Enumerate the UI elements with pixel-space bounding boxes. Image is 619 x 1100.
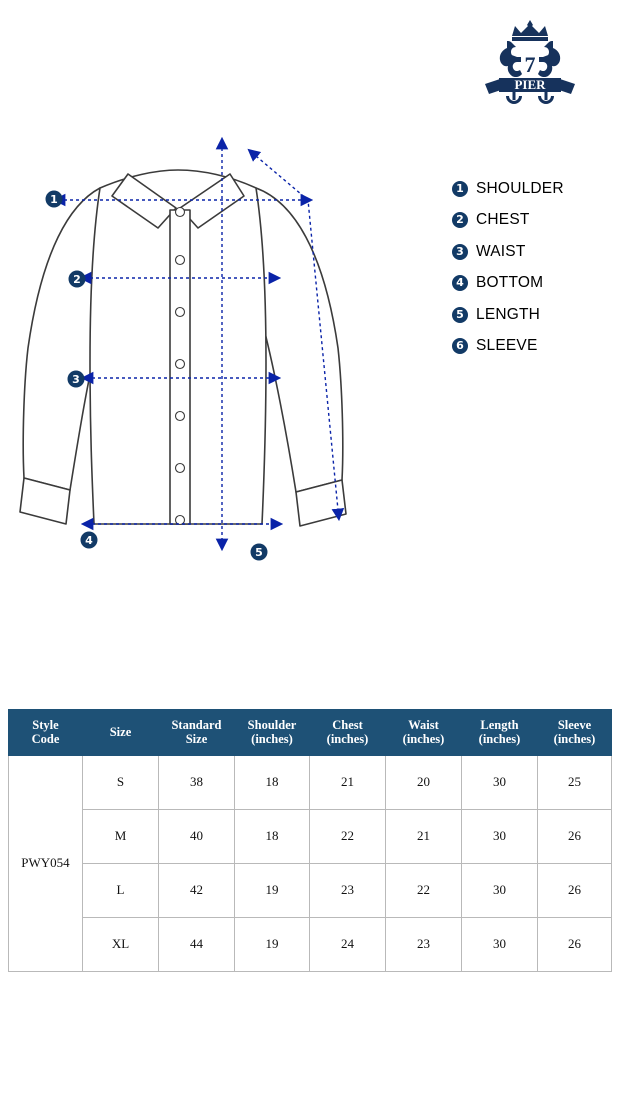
- header-line-2: Code: [31, 732, 60, 747]
- table-row: [9, 917, 612, 971]
- cell-sleeve: 26: [538, 917, 612, 971]
- legend-label-length: LENGTH: [476, 305, 541, 323]
- column-header-size: [83, 710, 159, 756]
- cell-standard-size: 42: [159, 863, 235, 917]
- cell-size: L: [83, 863, 159, 917]
- svg-text:2: 2: [73, 273, 81, 286]
- legend-item-shoulder: [452, 178, 612, 199]
- marker-length: [251, 544, 268, 561]
- cell-standard-size: 38: [159, 755, 235, 809]
- cell-shoulder: 19: [235, 917, 310, 971]
- header-line-2: (inches): [402, 732, 445, 747]
- legend-badge-5: 5: [452, 307, 468, 323]
- cell-chest: 21: [310, 755, 386, 809]
- size-chart-table: [8, 709, 612, 972]
- brand-name: PIER: [514, 77, 546, 92]
- cell-size: XL: [83, 917, 159, 971]
- legend-badge-4: 4: [452, 275, 468, 291]
- legend-badge-1: 1: [452, 181, 468, 197]
- cell-chest: 22: [310, 809, 386, 863]
- header-line-1: Waist: [408, 718, 439, 732]
- legend-item-bottom: [452, 273, 612, 294]
- cell-waist: 22: [386, 863, 462, 917]
- table-row: [9, 863, 612, 917]
- marker-shoulder: [46, 191, 63, 208]
- cell-length: 30: [462, 863, 538, 917]
- cell-sleeve: 26: [538, 863, 612, 917]
- legend-item-sleeve: [452, 336, 612, 357]
- legend-label-bottom: BOTTOM: [476, 274, 544, 291]
- legend-label-chest: CHEST: [476, 211, 530, 228]
- marker-waist: [68, 371, 85, 388]
- cell-size: S: [83, 755, 159, 809]
- header-line-2: (inches): [251, 732, 293, 747]
- svg-text:5: 5: [255, 546, 263, 559]
- column-header-length: [462, 710, 538, 756]
- cell-sleeve: 26: [538, 809, 612, 863]
- header-line-1: Sleeve: [557, 718, 592, 732]
- header-line-1: Chest: [332, 718, 363, 732]
- cell-length: 30: [462, 917, 538, 971]
- cell-standard-size: 40: [159, 809, 235, 863]
- header-line-1: Shoulder: [247, 718, 297, 732]
- column-header-standard-size: [159, 710, 235, 756]
- column-header-waist: [386, 710, 462, 756]
- legend-badge-6: 6: [452, 338, 468, 354]
- header-line-2: Size: [185, 732, 208, 747]
- cell-size: M: [83, 809, 159, 863]
- column-header-shoulder: [235, 710, 310, 756]
- table-row: [9, 755, 612, 809]
- cell-shoulder: 18: [235, 755, 310, 809]
- cell-style-code: PWY054: [9, 755, 83, 971]
- header-line-2: (inches): [553, 732, 596, 747]
- measurement-legend: [452, 178, 612, 367]
- header-line-1: Length: [480, 718, 519, 732]
- legend-badge-3: 3: [452, 244, 468, 260]
- legend-item-chest: [452, 210, 612, 231]
- header-line-1: Size: [109, 725, 132, 740]
- legend-label-sleeve: SLEEVE: [476, 337, 538, 354]
- cell-standard-size: 44: [159, 917, 235, 971]
- header-line-1: Standard: [171, 718, 222, 732]
- column-header-style-code: [9, 710, 83, 756]
- table-header-row: [9, 710, 612, 756]
- legend-label-shoulder: SHOULDER: [476, 179, 564, 197]
- cell-length: 30: [462, 755, 538, 809]
- table-row: [9, 809, 612, 863]
- cell-waist: 20: [386, 755, 462, 809]
- cell-waist: 21: [386, 809, 462, 863]
- column-header-sleeve: [538, 710, 612, 756]
- header-line-2: (inches): [478, 732, 521, 747]
- cell-waist: 23: [386, 917, 462, 971]
- legend-item-waist: [452, 241, 612, 262]
- cell-shoulder: 18: [235, 809, 310, 863]
- marker-chest: [69, 271, 86, 288]
- cell-chest: 24: [310, 917, 386, 971]
- svg-text:4: 4: [85, 534, 93, 547]
- cell-sleeve: 25: [538, 755, 612, 809]
- cell-chest: 23: [310, 863, 386, 917]
- cell-shoulder: 19: [235, 863, 310, 917]
- brand-number: 7: [524, 52, 536, 77]
- svg-text:3: 3: [72, 373, 80, 386]
- cell-length: 30: [462, 809, 538, 863]
- svg-text:1: 1: [50, 193, 58, 206]
- shirt-measurement-diagram: [8, 100, 428, 580]
- column-header-chest: [310, 710, 386, 756]
- legend-badge-2: 2: [452, 212, 468, 228]
- legend-label-waist: WAIST: [476, 242, 526, 260]
- header-line-2: (inches): [326, 732, 369, 747]
- legend-item-length: [452, 304, 612, 325]
- header-line-1: Style: [32, 718, 59, 732]
- brand-logo: [465, 14, 595, 114]
- size-chart-table-wrapper: [8, 709, 611, 972]
- marker-bottom: [81, 532, 98, 549]
